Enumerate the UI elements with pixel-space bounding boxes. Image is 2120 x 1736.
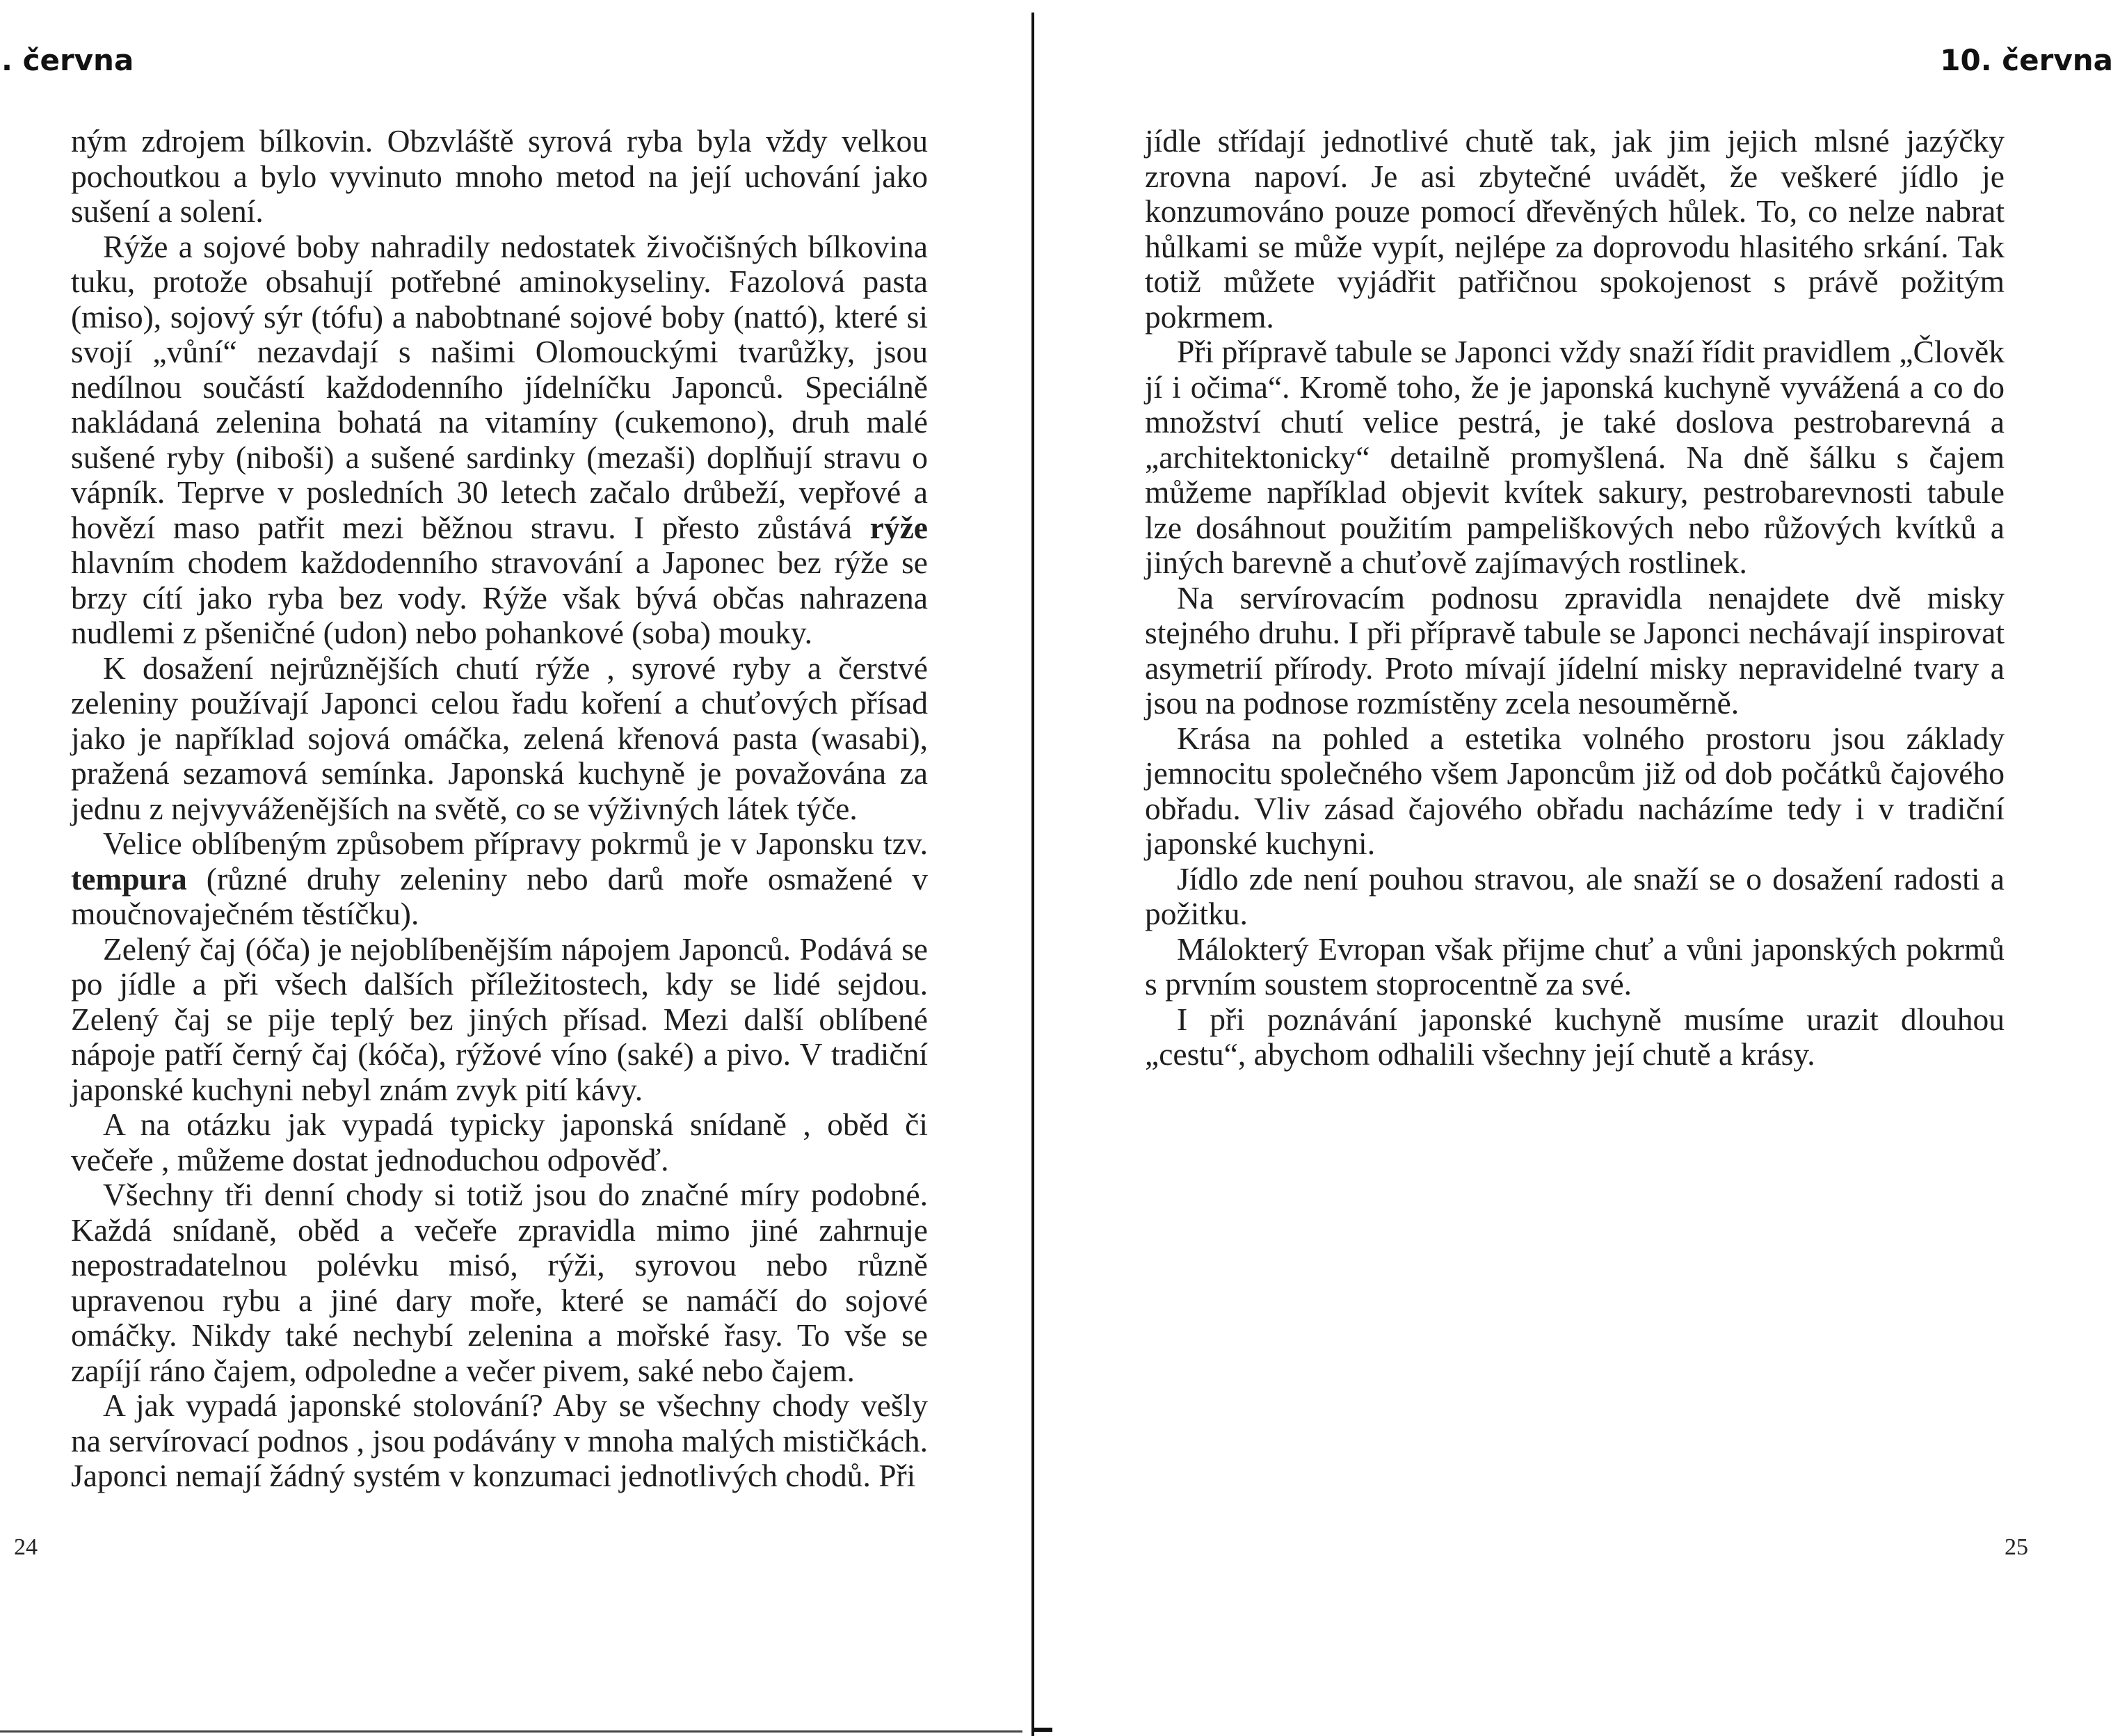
running-head-left: . června <box>1 43 134 77</box>
gutter-divider <box>1031 13 1034 1736</box>
paragraph: Málokterý Evropan však přijme chuť a vůni japonských pokrmů s prvním soustem stoprocentně za své. <box>1145 931 2005 1002</box>
bold-term: rýže <box>869 509 929 545</box>
paragraph: A jak vypadá japonské stolování? Aby se všechny chody vešly na servírovací podnos , jsou podávány v mnoha malých mističkách. Japonci nemají žádný systém v konzumaci jednotlivých chodů. Při <box>71 1388 929 1493</box>
paragraph: Jídlo zde není pouhou stravou, ale snaží se o dosažení radosti a požitku. <box>1145 860 2005 931</box>
paragraph: Při přípravě tabule se Japonci vždy snaží řídit pravidlem „Člověk jí i očima“. Kromě toho, že je japonská kuchyně vyvážená a co do množství chutí velice pestrá, je také doslova pestrobarevná a „architektonicky“ detailně promyšlená. Na dně šálku s čajem můžeme například objevit kvítek sakury, pestrobarevnosti tabule lze dosáhnout použitím pampeliškových nebo růžových kvítků a jiných barevně a chuťově zajímavých rostlinek. <box>1145 334 2005 580</box>
left-page-text <box>71 124 928 1494</box>
page-number-left: 24 <box>14 1534 38 1560</box>
paragraph: ným zdrojem bílkovin. Obzvláště syrová ryba byla vždy velkou pochoutkou a bylo vyvinuto mnoho metod na její uchování jako sušení a solení. <box>71 123 928 229</box>
paragraph-text: Rýže a sojové boby nahradily nedostatek živočišných bílkovina tuku, protože obsahují potřebné aminokyseliny. Fazolová pasta (miso), sojový sýr (tófu) a nabobtnané sojové boby (nattó), které si svojí „vůní“ nezavdají s našimi Olomouckými tvarůžky, jsou nedílnou součástí každodenního jídelníčku Japonců. Speciálně nakládaná zelenina bohatá na vitamíny (cukemono), druh malé sušené ryby (niboši) a sušené sardinky (mezaši) doplňují stravu o vápník. Teprve v posledních 30 letech začalo drůbeží, vepřové a hovězí maso patřit mezi běžnou stravu. I přesto zůstává <box>71 228 928 545</box>
paragraph <box>71 826 928 932</box>
left-page <box>0 0 1028 1736</box>
paragraph: I při poznávání japonské kuchyně musíme urazit dlouhou „cestu“, abychom odhalili všechny její chutě a krásy. <box>1145 1001 2005 1072</box>
right-page <box>1045 0 2120 1736</box>
paragraph-text: (různé druhy zeleniny nebo darů moře osmažené v moučnovaječném těstíčku). <box>71 860 929 931</box>
paragraph <box>71 230 928 651</box>
page-number-right: 25 <box>2005 1534 2028 1560</box>
paragraph: K dosažení nejrůznějších chutí rýže , syrové ryby a čerstvé zeleniny používají Japonci celou řadu koření a chuťových přísad jako je například sojová omáčka, zelená křenová pasta (wasabi), pražená sezamová semínka. Japonská kuchyně je považována za jednu z nejvyváženějších na světě, co se výživných látek týče. <box>71 650 928 826</box>
paragraph: Krása na pohled a estetika volného prostoru jsou základy jemnocitu společného všem Japoncům již od dob počátků čajového obřadu. Vliv zásad čajového obřadu nacházíme tedy i v tradiční japonské kuchyni. <box>1145 720 2005 861</box>
right-page-text <box>1145 124 2005 1072</box>
paragraph-text: hlavním chodem každodenního stravování a Japonec bez rýže se brzy cítí jako ryba bez vody. Rýže však bývá občas nahrazena nudlemi z pšeničné (udon) nebo pohankové (soba) mouky. <box>71 545 928 650</box>
page-edge-line <box>0 1730 1022 1733</box>
bold-term: tempura <box>71 860 187 897</box>
paragraph: Všechny tři denní chody si totiž jsou do značné míry podobné. Každá snídaně, oběd a večeře zpravidla mimo jiné zahrnuje nepostradatelnou polévku misó, rýži, syrovou nebo různě upravenou rybu a jiné dary moře, které se namáčí do sojové omáčky. Nikdy také nechybí zelenina a mořské řasy. To vše se zapíjí ráno čajem, odpoledne a večer pivem, saké nebo čajem. <box>71 1177 928 1388</box>
running-head-right: 10. června <box>1940 43 2113 77</box>
paragraph-text: Velice oblíbeným způsobem přípravy pokrmů je v Japonsku tzv. <box>103 826 928 861</box>
paragraph: jídle střídají jednotlivé chutě tak, jak jim jejich mlsné jazýčky zrovna napoví. Je asi zbytečné uvádět, že veškeré jídlo je konzumováno pouze pomocí dřevěných hůlek. To, co nelze nabrat hůlkami se může vypít, nejlépe za doprovodu hlasitého srkání. Tak totiž můžete vyjádřit patřičnou spokojenost s právě požitým pokrmem. <box>1145 123 2005 335</box>
paragraph: Na servírovacím podnosu zpravidla nenajdete dvě misky stejného druhu. I při přípravě tabule se Japonci nechávají inspirovat asymetrií přírody. Proto mívají jídelní misky nepravidelné tvary a jsou na podnose rozmístěny zcela nesouměrně. <box>1145 579 2005 721</box>
paragraph: Zelený čaj (óča) je nejoblíbenějším nápojem Japonců. Podává se po jídle a při všech dalších příležitostech, kdy se lidé sejdou. Zelený čaj se pije teplý bez jiných přísad. Mezi další oblíbené nápoje patří černý čaj (kóča), rýžové víno (saké) a pivo. V tradiční japonské kuchyni nebyl znám zvyk pití kávy. <box>71 931 928 1107</box>
paragraph: A na otázku jak vypadá typicky japonská snídaně , oběd či večeře , můžeme dostat jednoduchou odpověď. <box>71 1107 928 1178</box>
